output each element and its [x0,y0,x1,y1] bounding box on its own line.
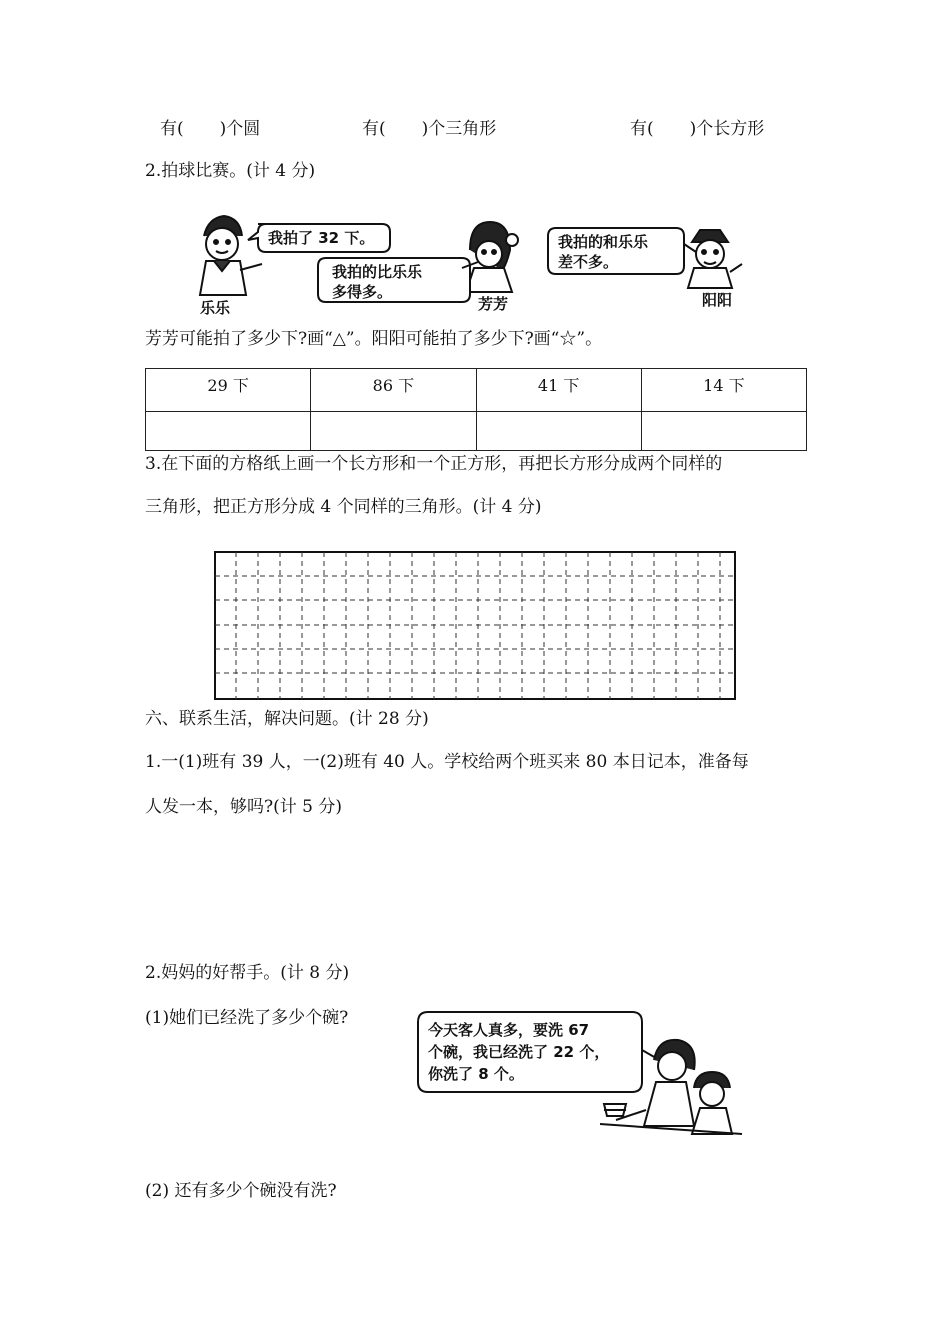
q2-title: 2.拍球比赛。(计 4 分) [145,161,316,181]
s6-q1-line1: 1.一(1)班有 39 人，一(2)班有 40 人。学校给两个班买来 80 本日记本，准备每 [145,752,749,772]
blank-rectangles: 有( )个长方形 [630,119,765,139]
q3-line1: 3.在下面的方格纸上画一个长方形和一个正方形，再把长方形分成两个同样的 [145,454,723,474]
blank-circles: 有( )个圆 [160,119,261,139]
option-cell: 41 下 [476,369,641,412]
mom-speech-2: 个碗，我已经洗了 22 个， [428,1043,610,1061]
q3-line2: 三角形，把正方形分成 4 个同样的三角形。(计 4 分) [145,497,542,517]
fangfang-speech-1: 我拍的比乐乐 [332,263,423,281]
blank-triangles: 有( )个三角形 [362,119,497,139]
option-cell: 14 下 [641,369,806,412]
mom-speech-1: 今天客人真多，要洗 67 [428,1021,590,1039]
lele-name: 乐乐 [200,299,231,317]
option-cell: 29 下 [146,369,311,412]
bowl-stack-icon [604,1104,626,1116]
s6-q1-line2: 人发一本，够吗?(计 5 分) [145,797,343,817]
yangyang-name: 阳阳 [702,291,733,309]
lele-speech: 我拍了 32 下。 [268,229,375,247]
s6-q2-sub1: (1)她们已经洗了多少个碗? [145,1008,349,1028]
s6-q2-sub2: (2) 还有多少个碗没有洗? [145,1181,337,1201]
yangyang-speech-1: 我拍的和乐乐 [558,233,649,251]
fangfang-speech-2: 多得多。 [332,283,393,301]
s6-q2-title: 2.妈妈的好帮手。(计 8 分) [145,963,350,983]
yangyang-speech-2: 差不多。 [558,253,619,271]
fangfang-name: 芳芳 [478,295,509,313]
mom-speech-3: 你洗了 8 个。 [428,1065,524,1083]
girl-figure-icon [692,1072,732,1134]
section6-title: 六、联系生活，解决问题。(计 28 分) [145,709,429,729]
option-cell: 86 下 [311,369,476,412]
q2-instruction: 芳芳可能拍了多少下?画“△”。阳阳可能拍了多少下?画“☆”。 [145,329,603,349]
